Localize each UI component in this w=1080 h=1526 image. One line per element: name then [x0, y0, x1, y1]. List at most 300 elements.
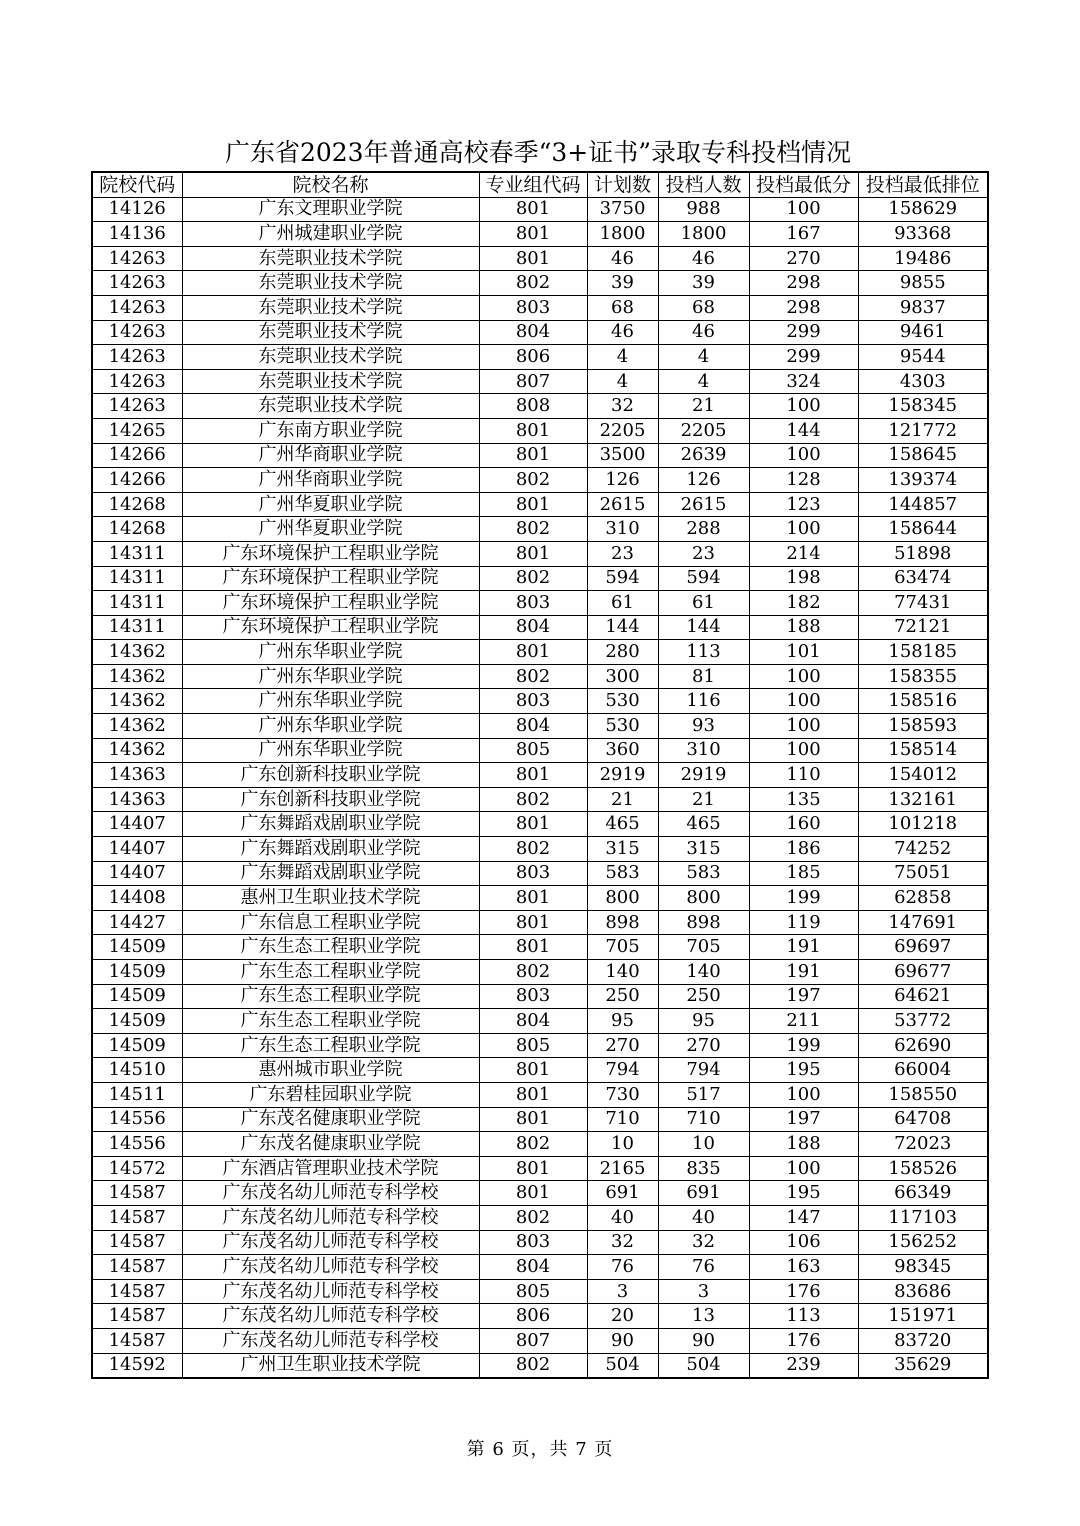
- cell-admitted-count: 61: [658, 591, 749, 616]
- cell-min-score: 211: [749, 1009, 858, 1034]
- cell-min-rank: 51898: [858, 541, 988, 566]
- cell-school-code: 14407: [92, 861, 182, 886]
- cell-admitted-count: 81: [658, 664, 749, 689]
- cell-min-rank: 72023: [858, 1132, 988, 1157]
- table-row: [92, 984, 988, 1009]
- cell-school-code: 14266: [92, 468, 182, 493]
- table-row: [92, 689, 988, 714]
- cell-min-score: 160: [749, 812, 858, 837]
- cell-plan-count: 20: [587, 1304, 658, 1329]
- cell-group-code: 801: [479, 1058, 587, 1083]
- cell-min-score: 144: [749, 418, 858, 443]
- cell-admitted-count: 39: [658, 271, 749, 296]
- cell-group-code: 801: [479, 935, 587, 960]
- cell-plan-count: 730: [587, 1082, 658, 1107]
- cell-min-score: 298: [749, 295, 858, 320]
- cell-plan-count: 594: [587, 566, 658, 591]
- cell-group-code: 804: [479, 1009, 587, 1034]
- cell-plan-count: 39: [587, 271, 658, 296]
- cell-min-rank: 53772: [858, 1009, 988, 1034]
- cell-admitted-count: 32: [658, 1230, 749, 1255]
- cell-min-rank: 63474: [858, 566, 988, 591]
- table-row: [92, 443, 988, 468]
- cell-min-rank: 132161: [858, 787, 988, 812]
- cell-school-name: 广东环境保护工程职业学院: [182, 566, 479, 591]
- header-admitted-count: 投档人数: [658, 172, 749, 197]
- cell-school-code: 14510: [92, 1058, 182, 1083]
- cell-admitted-count: 705: [658, 935, 749, 960]
- table-row: [92, 664, 988, 689]
- cell-plan-count: 530: [587, 689, 658, 714]
- cell-admitted-count: 46: [658, 320, 749, 345]
- cell-admitted-count: 113: [658, 640, 749, 665]
- cell-group-code: 801: [479, 246, 587, 271]
- cell-school-code: 14587: [92, 1279, 182, 1304]
- cell-school-name: 广东创新科技职业学院: [182, 763, 479, 788]
- cell-plan-count: 270: [587, 1033, 658, 1058]
- cell-plan-count: 140: [587, 960, 658, 985]
- cell-school-name: 广东信息工程职业学院: [182, 910, 479, 935]
- cell-min-score: 163: [749, 1255, 858, 1280]
- cell-min-score: 239: [749, 1353, 858, 1378]
- header-school-code: 院校代码: [92, 172, 182, 197]
- cell-school-name: 广东生态工程职业学院: [182, 984, 479, 1009]
- table-row: [92, 345, 988, 370]
- cell-min-rank: 83720: [858, 1328, 988, 1353]
- table-row: [92, 1082, 988, 1107]
- cell-min-rank: 64621: [858, 984, 988, 1009]
- cell-group-code: 802: [479, 664, 587, 689]
- table-row: [92, 418, 988, 443]
- cell-admitted-count: 2615: [658, 492, 749, 517]
- cell-plan-count: 710: [587, 1107, 658, 1132]
- cell-school-code: 14311: [92, 541, 182, 566]
- cell-group-code: 801: [479, 418, 587, 443]
- cell-plan-count: 250: [587, 984, 658, 1009]
- cell-school-name: 广东生态工程职业学院: [182, 1009, 479, 1034]
- cell-plan-count: 126: [587, 468, 658, 493]
- cell-school-code: 14362: [92, 738, 182, 763]
- cell-school-name: 广东茂名幼儿师范专科学校: [182, 1205, 479, 1230]
- cell-min-score: 176: [749, 1279, 858, 1304]
- cell-plan-count: 4: [587, 345, 658, 370]
- cell-school-name: 广州东华职业学院: [182, 640, 479, 665]
- table-row: [92, 714, 988, 739]
- header-school-name: 院校名称: [182, 172, 479, 197]
- cell-school-name: 广东茂名幼儿师范专科学校: [182, 1230, 479, 1255]
- cell-min-rank: 19486: [858, 246, 988, 271]
- cell-admitted-count: 140: [658, 960, 749, 985]
- table-row: [92, 222, 988, 247]
- cell-admitted-count: 691: [658, 1181, 749, 1206]
- cell-min-score: 100: [749, 1082, 858, 1107]
- table-row: [92, 1255, 988, 1280]
- cell-admitted-count: 504: [658, 1353, 749, 1378]
- cell-plan-count: 691: [587, 1181, 658, 1206]
- cell-min-score: 185: [749, 861, 858, 886]
- cell-school-name: 东莞职业技术学院: [182, 295, 479, 320]
- cell-plan-count: 794: [587, 1058, 658, 1083]
- cell-school-code: 14511: [92, 1082, 182, 1107]
- cell-admitted-count: 144: [658, 615, 749, 640]
- cell-group-code: 802: [479, 1132, 587, 1157]
- cell-group-code: 801: [479, 763, 587, 788]
- table-row: [92, 1009, 988, 1034]
- cell-group-code: 803: [479, 1230, 587, 1255]
- cell-school-code: 14363: [92, 763, 182, 788]
- cell-school-name: 广州东华职业学院: [182, 714, 479, 739]
- cell-plan-count: 95: [587, 1009, 658, 1034]
- cell-group-code: 805: [479, 1279, 587, 1304]
- cell-group-code: 804: [479, 1255, 587, 1280]
- cell-admitted-count: 116: [658, 689, 749, 714]
- cell-school-code: 14266: [92, 443, 182, 468]
- table-row: [92, 886, 988, 911]
- cell-admitted-count: 988: [658, 197, 749, 222]
- cell-min-rank: 158645: [858, 443, 988, 468]
- cell-school-name: 广州东华职业学院: [182, 664, 479, 689]
- cell-school-name: 广州华夏职业学院: [182, 517, 479, 542]
- cell-school-code: 14509: [92, 960, 182, 985]
- cell-min-score: 188: [749, 615, 858, 640]
- table-row: [92, 1353, 988, 1378]
- cell-plan-count: 530: [587, 714, 658, 739]
- table-row: [92, 615, 988, 640]
- cell-school-name: 广州华商职业学院: [182, 468, 479, 493]
- cell-group-code: 801: [479, 443, 587, 468]
- cell-school-name: 广东生态工程职业学院: [182, 960, 479, 985]
- admission-table: [91, 171, 989, 1379]
- cell-min-score: 198: [749, 566, 858, 591]
- cell-admitted-count: 2919: [658, 763, 749, 788]
- cell-school-name: 广东茂名幼儿师范专科学校: [182, 1279, 479, 1304]
- cell-min-score: 100: [749, 1156, 858, 1181]
- cell-admitted-count: 40: [658, 1205, 749, 1230]
- cell-group-code: 801: [479, 640, 587, 665]
- cell-min-rank: 158185: [858, 640, 988, 665]
- cell-school-code: 14362: [92, 664, 182, 689]
- cell-min-score: 195: [749, 1058, 858, 1083]
- cell-min-score: 186: [749, 837, 858, 862]
- table-row: [92, 1058, 988, 1083]
- cell-plan-count: 800: [587, 886, 658, 911]
- cell-min-rank: 158514: [858, 738, 988, 763]
- table-row: [92, 246, 988, 271]
- cell-group-code: 801: [479, 222, 587, 247]
- cell-school-code: 14363: [92, 787, 182, 812]
- cell-min-rank: 158550: [858, 1082, 988, 1107]
- table-row: [92, 566, 988, 591]
- cell-plan-count: 32: [587, 394, 658, 419]
- cell-school-name: 广州东华职业学院: [182, 738, 479, 763]
- cell-school-name: 广东茂名幼儿师范专科学校: [182, 1255, 479, 1280]
- cell-min-score: 100: [749, 738, 858, 763]
- cell-plan-count: 360: [587, 738, 658, 763]
- table-row: [92, 640, 988, 665]
- cell-plan-count: 3500: [587, 443, 658, 468]
- cell-plan-count: 2919: [587, 763, 658, 788]
- cell-min-score: 214: [749, 541, 858, 566]
- cell-group-code: 801: [479, 1156, 587, 1181]
- cell-min-score: 197: [749, 984, 858, 1009]
- cell-group-code: 803: [479, 861, 587, 886]
- table-body: [92, 197, 988, 1378]
- cell-admitted-count: 76: [658, 1255, 749, 1280]
- cell-min-rank: 93368: [858, 222, 988, 247]
- table-row: [92, 1279, 988, 1304]
- cell-group-code: 801: [479, 1107, 587, 1132]
- table-row: [92, 271, 988, 296]
- cell-plan-count: 310: [587, 517, 658, 542]
- cell-school-code: 14587: [92, 1328, 182, 1353]
- cell-admitted-count: 2205: [658, 418, 749, 443]
- cell-school-code: 14263: [92, 295, 182, 320]
- table-row: [92, 394, 988, 419]
- cell-group-code: 802: [479, 517, 587, 542]
- cell-admitted-count: 13: [658, 1304, 749, 1329]
- cell-min-score: 110: [749, 763, 858, 788]
- table-row: [92, 320, 988, 345]
- cell-admitted-count: 95: [658, 1009, 749, 1034]
- cell-plan-count: 1800: [587, 222, 658, 247]
- cell-school-name: 广东碧桂园职业学院: [182, 1082, 479, 1107]
- header-group-code: 专业组代码: [479, 172, 587, 197]
- cell-min-score: 101: [749, 640, 858, 665]
- cell-min-score: 167: [749, 222, 858, 247]
- cell-school-name: 广东舞蹈戏剧职业学院: [182, 861, 479, 886]
- cell-school-code: 14509: [92, 984, 182, 1009]
- cell-school-code: 14587: [92, 1205, 182, 1230]
- cell-school-code: 14263: [92, 271, 182, 296]
- cell-min-rank: 62690: [858, 1033, 988, 1058]
- cell-plan-count: 68: [587, 295, 658, 320]
- cell-min-rank: 62858: [858, 886, 988, 911]
- cell-plan-count: 32: [587, 1230, 658, 1255]
- cell-group-code: 801: [479, 910, 587, 935]
- cell-min-score: 119: [749, 910, 858, 935]
- table-row: [92, 492, 988, 517]
- cell-min-rank: 158516: [858, 689, 988, 714]
- cell-school-code: 14263: [92, 246, 182, 271]
- table-row: [92, 1181, 988, 1206]
- cell-school-code: 14268: [92, 492, 182, 517]
- cell-admitted-count: 583: [658, 861, 749, 886]
- table-row: [92, 295, 988, 320]
- table-row: [92, 935, 988, 960]
- table-row: [92, 763, 988, 788]
- table-row: [92, 1230, 988, 1255]
- cell-min-score: 100: [749, 197, 858, 222]
- cell-plan-count: 2165: [587, 1156, 658, 1181]
- table-row: [92, 591, 988, 616]
- cell-min-score: 199: [749, 886, 858, 911]
- cell-group-code: 804: [479, 320, 587, 345]
- cell-min-rank: 158644: [858, 517, 988, 542]
- table-row: [92, 197, 988, 222]
- cell-min-rank: 151971: [858, 1304, 988, 1329]
- cell-min-score: 128: [749, 468, 858, 493]
- cell-school-name: 东莞职业技术学院: [182, 271, 479, 296]
- cell-school-code: 14572: [92, 1156, 182, 1181]
- cell-min-score: 195: [749, 1181, 858, 1206]
- cell-group-code: 807: [479, 369, 587, 394]
- cell-group-code: 801: [479, 197, 587, 222]
- cell-school-name: 广州华夏职业学院: [182, 492, 479, 517]
- cell-plan-count: 61: [587, 591, 658, 616]
- cell-school-code: 14556: [92, 1132, 182, 1157]
- cell-group-code: 804: [479, 714, 587, 739]
- cell-admitted-count: 23: [658, 541, 749, 566]
- cell-group-code: 802: [479, 468, 587, 493]
- cell-school-name: 广东南方职业学院: [182, 418, 479, 443]
- cell-min-rank: 117103: [858, 1205, 988, 1230]
- cell-school-code: 14263: [92, 369, 182, 394]
- cell-min-score: 191: [749, 960, 858, 985]
- cell-min-rank: 75051: [858, 861, 988, 886]
- cell-plan-count: 3750: [587, 197, 658, 222]
- cell-min-rank: 158629: [858, 197, 988, 222]
- cell-plan-count: 4: [587, 369, 658, 394]
- cell-plan-count: 23: [587, 541, 658, 566]
- table-row: [92, 1328, 988, 1353]
- cell-school-code: 14407: [92, 812, 182, 837]
- cell-min-rank: 121772: [858, 418, 988, 443]
- cell-min-score: 100: [749, 517, 858, 542]
- cell-group-code: 806: [479, 1304, 587, 1329]
- cell-school-name: 广东环境保护工程职业学院: [182, 615, 479, 640]
- cell-min-rank: 66004: [858, 1058, 988, 1083]
- table-row: [92, 1107, 988, 1132]
- cell-min-score: 191: [749, 935, 858, 960]
- cell-admitted-count: 710: [658, 1107, 749, 1132]
- cell-min-rank: 154012: [858, 763, 988, 788]
- cell-min-score: 299: [749, 320, 858, 345]
- header-plan-count: 计划数: [587, 172, 658, 197]
- cell-school-code: 14311: [92, 615, 182, 640]
- cell-school-code: 14362: [92, 640, 182, 665]
- cell-group-code: 805: [479, 1033, 587, 1058]
- table-row: [92, 787, 988, 812]
- cell-admitted-count: 3: [658, 1279, 749, 1304]
- cell-min-score: 298: [749, 271, 858, 296]
- table-row: [92, 837, 988, 862]
- cell-plan-count: 583: [587, 861, 658, 886]
- cell-plan-count: 2615: [587, 492, 658, 517]
- table-header-row: [92, 172, 988, 197]
- cell-admitted-count: 10: [658, 1132, 749, 1157]
- cell-group-code: 802: [479, 787, 587, 812]
- cell-plan-count: 144: [587, 615, 658, 640]
- cell-school-name: 广东茂名幼儿师范专科学校: [182, 1181, 479, 1206]
- cell-group-code: 807: [479, 1328, 587, 1353]
- cell-min-rank: 158526: [858, 1156, 988, 1181]
- cell-admitted-count: 46: [658, 246, 749, 271]
- cell-school-name: 广东生态工程职业学院: [182, 1033, 479, 1058]
- cell-school-name: 东莞职业技术学院: [182, 246, 479, 271]
- cell-min-score: 197: [749, 1107, 858, 1132]
- cell-plan-count: 705: [587, 935, 658, 960]
- cell-plan-count: 46: [587, 320, 658, 345]
- table-row: [92, 468, 988, 493]
- cell-school-code: 14311: [92, 591, 182, 616]
- cell-plan-count: 504: [587, 1353, 658, 1378]
- cell-admitted-count: 68: [658, 295, 749, 320]
- cell-group-code: 804: [479, 615, 587, 640]
- cell-school-code: 14362: [92, 689, 182, 714]
- cell-min-score: 106: [749, 1230, 858, 1255]
- cell-plan-count: 280: [587, 640, 658, 665]
- cell-admitted-count: 4: [658, 369, 749, 394]
- cell-school-name: 广东环境保护工程职业学院: [182, 591, 479, 616]
- table-row: [92, 910, 988, 935]
- cell-school-code: 14126: [92, 197, 182, 222]
- cell-min-rank: 83686: [858, 1279, 988, 1304]
- cell-group-code: 801: [479, 1181, 587, 1206]
- header-min-score: 投档最低分: [749, 172, 858, 197]
- cell-school-name: 广东舞蹈戏剧职业学院: [182, 837, 479, 862]
- cell-school-name: 广东茂名幼儿师范专科学校: [182, 1304, 479, 1329]
- cell-group-code: 801: [479, 492, 587, 517]
- cell-min-score: 100: [749, 664, 858, 689]
- cell-group-code: 802: [479, 1205, 587, 1230]
- table-row: [92, 812, 988, 837]
- cell-min-score: 100: [749, 394, 858, 419]
- cell-school-code: 14509: [92, 1033, 182, 1058]
- cell-school-code: 14427: [92, 910, 182, 935]
- cell-school-name: 东莞职业技术学院: [182, 369, 479, 394]
- cell-min-score: 199: [749, 1033, 858, 1058]
- cell-group-code: 802: [479, 837, 587, 862]
- cell-school-code: 14509: [92, 1009, 182, 1034]
- cell-min-rank: 66349: [858, 1181, 988, 1206]
- cell-group-code: 802: [479, 271, 587, 296]
- cell-min-rank: 72121: [858, 615, 988, 640]
- table-row: [92, 1156, 988, 1181]
- cell-plan-count: 90: [587, 1328, 658, 1353]
- cell-school-name: 广东舞蹈戏剧职业学院: [182, 812, 479, 837]
- cell-plan-count: 76: [587, 1255, 658, 1280]
- cell-min-score: 100: [749, 714, 858, 739]
- cell-min-rank: 9855: [858, 271, 988, 296]
- cell-min-rank: 9837: [858, 295, 988, 320]
- cell-min-score: 135: [749, 787, 858, 812]
- cell-admitted-count: 21: [658, 394, 749, 419]
- cell-school-code: 14136: [92, 222, 182, 247]
- cell-admitted-count: 800: [658, 886, 749, 911]
- cell-school-name: 惠州卫生职业技术学院: [182, 886, 479, 911]
- table-row: [92, 1205, 988, 1230]
- cell-plan-count: 898: [587, 910, 658, 935]
- cell-min-score: 147: [749, 1205, 858, 1230]
- cell-school-name: 广州华商职业学院: [182, 443, 479, 468]
- cell-plan-count: 21: [587, 787, 658, 812]
- cell-min-rank: 69677: [858, 960, 988, 985]
- cell-school-code: 14263: [92, 394, 182, 419]
- cell-school-name: 广东生态工程职业学院: [182, 935, 479, 960]
- cell-min-rank: 35629: [858, 1353, 988, 1378]
- cell-school-name: 东莞职业技术学院: [182, 394, 479, 419]
- cell-group-code: 803: [479, 689, 587, 714]
- cell-admitted-count: 2639: [658, 443, 749, 468]
- cell-min-rank: 101218: [858, 812, 988, 837]
- table-row: [92, 960, 988, 985]
- cell-group-code: 801: [479, 812, 587, 837]
- table-row: [92, 1304, 988, 1329]
- cell-min-score: 113: [749, 1304, 858, 1329]
- cell-group-code: 803: [479, 591, 587, 616]
- cell-school-code: 14263: [92, 345, 182, 370]
- cell-min-score: 270: [749, 246, 858, 271]
